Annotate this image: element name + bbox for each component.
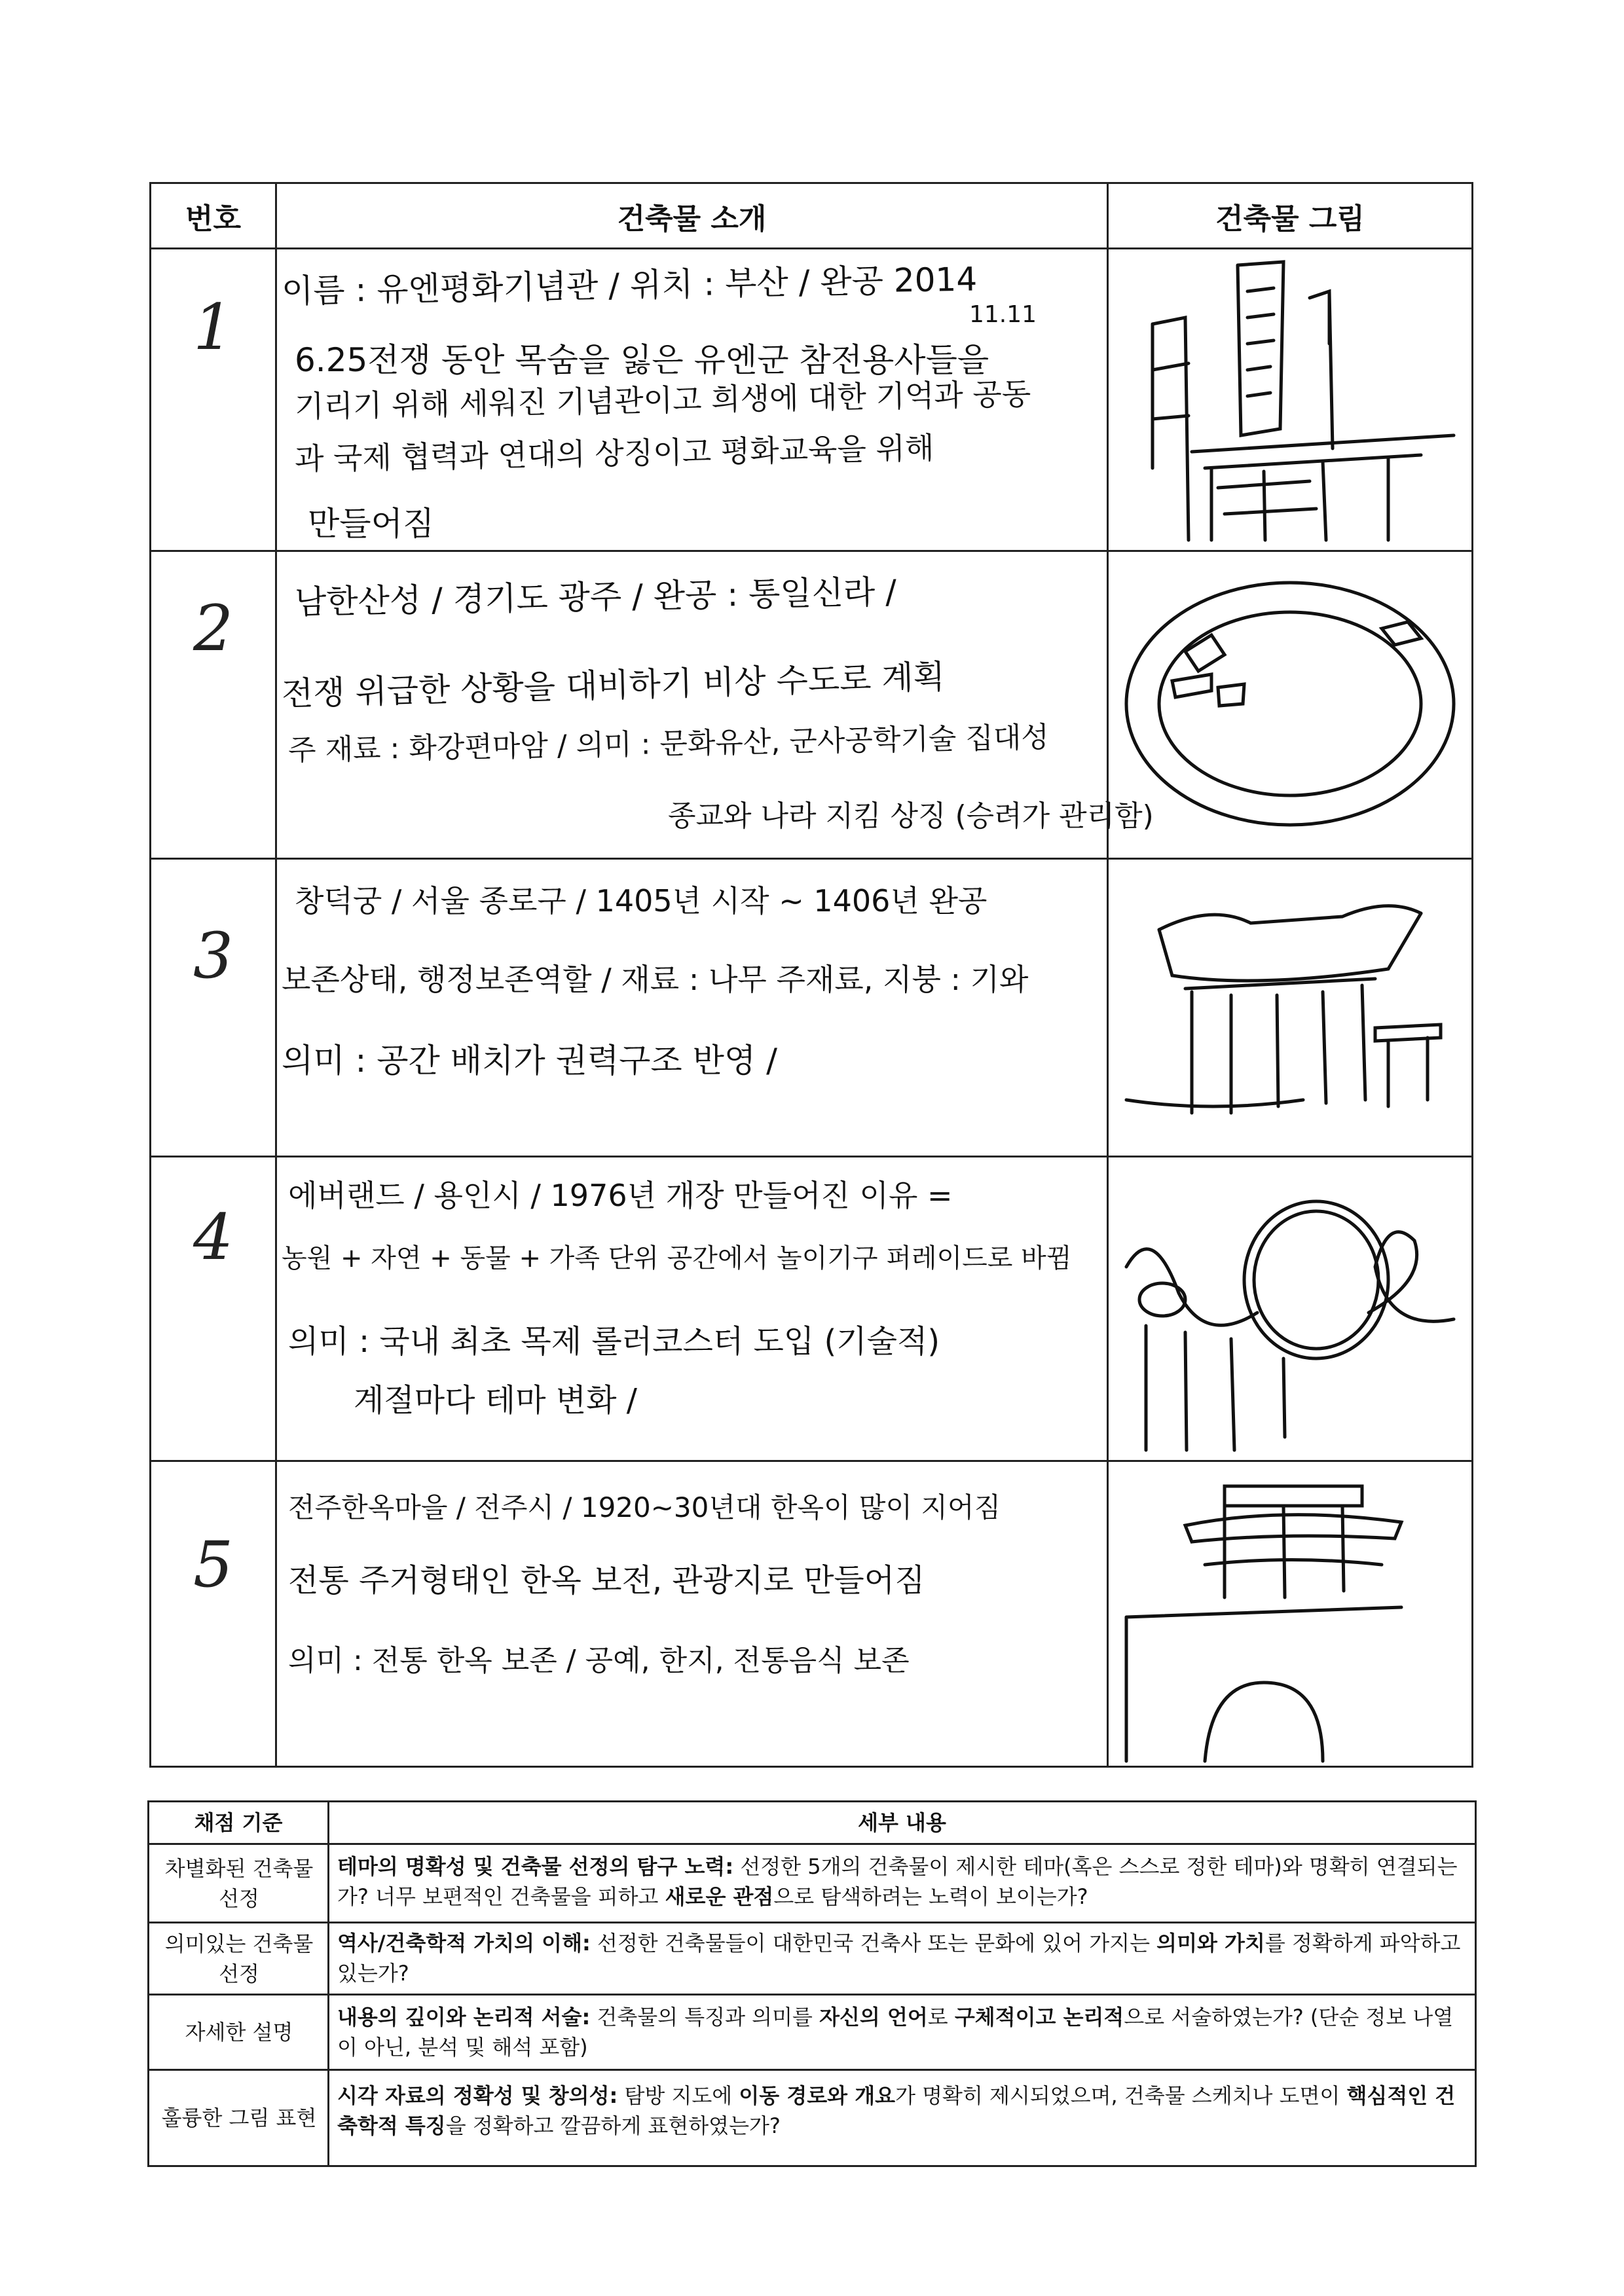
intro-line: 전통 주거형태인 한옥 보전, 관광지로 만들어짐: [288, 1562, 925, 1599]
divider: [147, 1922, 1477, 1923]
divider: [149, 858, 1473, 860]
rubric-header-criteria: 채점 기준: [194, 1810, 283, 1835]
rubric-criteria: 자세한 설명: [185, 2020, 293, 2045]
intro-line: 과 국제 협력과 연대의 상징이고 평화교육을 위해: [294, 429, 934, 477]
drawing-jeonju-hanok-sketch: [1113, 1467, 1467, 1764]
divider: [1107, 182, 1109, 1768]
divider: [275, 182, 277, 1768]
intro-line: 남한산성 / 경기도 광주 / 완공 : 통일신라 /: [294, 572, 897, 621]
detail-text: 로: [927, 2005, 955, 2030]
drawing-everland-sketch: [1113, 1162, 1467, 1457]
divider: [327, 1800, 329, 2167]
intro-line: 에버랜드 / 용인시 / 1976년 개장 만들어진 이유 =: [288, 1178, 953, 1213]
detail-text: 으로 탐색하려는 노력이 보이는가?: [773, 1884, 1088, 1909]
row-number: 1: [193, 291, 234, 364]
detail-bold: 의미와 가치: [1156, 1931, 1265, 1956]
detail-bold: 자신의 언어: [819, 2005, 928, 2030]
detail-text: 으로 서술하였는가? (단순 정보 나열이 아닌, 분석 및 해석 포함): [337, 2005, 1454, 2060]
detail-text: 선정한 건축물들이 대한민국 건축사 또는 문화에 있어 가지는: [590, 1931, 1157, 1956]
drawing-namhansanseong-sketch: [1113, 556, 1467, 854]
detail-bold: 이동 경로와 개요: [739, 2083, 896, 2108]
detail-text: 선정한 5개의 건축물이 제시한 테마(혹은 스스로 정한 테마)와 명확히 연결되는가? 너무 보편적인 건축물을 피하고: [337, 1854, 1458, 1909]
header-drawing: 건축물 그림: [1215, 202, 1365, 236]
intro-line: 기리기 위해 세워진 기념관이고 희생에 대한 기억과 공동: [294, 376, 1031, 424]
intro-line: 만들어짐: [308, 505, 435, 543]
intro-line: 의미 : 전통 한옥 보존 / 공예, 한지, 전통음식 보존: [288, 1644, 910, 1677]
intro-line: 11.11: [969, 301, 1037, 328]
rubric-criteria: 차별화된 건축물 선정: [164, 1855, 314, 1911]
rubric-criteria: 의미있는 건축물 선정: [164, 1931, 314, 1986]
intro-line: 6.25전쟁 동안 목숨을 잃은 유엔군 참전용사들을: [295, 341, 989, 379]
drawing-un-memorial-sketch: [1113, 252, 1467, 547]
divider: [149, 1460, 1473, 1462]
intro-line: 의미 : 국내 최초 목제 롤러코스터 도입 (기술적): [288, 1323, 940, 1360]
detail-bold: 구체적이고 논리적: [954, 2005, 1124, 2030]
divider: [149, 550, 1473, 552]
row-number: 2: [193, 592, 234, 665]
intro-line: 전주한옥마을 / 전주시 / 1920~30년대 한옥이 많이 지어짐: [288, 1491, 1001, 1523]
intro-line: 주 재료 : 화강편마암 / 의미 : 문화유산, 군사공학기술 집대성: [287, 720, 1050, 767]
intro-line: 계절마다 테마 변화 /: [354, 1382, 637, 1419]
detail-text: 를 정확하게 파악하고 있는가?: [337, 1931, 1461, 1986]
divider: [149, 1156, 1473, 1157]
detail-bold: 내용의 깊이와 논리적 서술:: [337, 2005, 591, 2030]
detail-bold: 핵심적인 건축학적 특징: [337, 2083, 1456, 2138]
intro-line: 보존상태, 행정보존역할 / 재료 : 나무 주재료, 지붕 : 기와: [282, 962, 1029, 997]
intro-line: 의미 : 공간 배치가 권력구조 반영 /: [282, 1042, 777, 1080]
detail-text: 탐방 지도에: [618, 2083, 739, 2108]
rubric-detail: [337, 1851, 1467, 1912]
header-intro: 건축물 소개: [617, 202, 767, 236]
divider: [149, 247, 1473, 249]
divider: [147, 1843, 1477, 1845]
row-number: 4: [193, 1201, 234, 1274]
detail-text: 건축물의 특징과 의미를: [590, 2005, 820, 2030]
rubric-detail: [337, 1928, 1467, 1988]
intro-line: 종교와 나라 지킴 상징 (승려가 관리함): [668, 799, 1154, 833]
intro-line: 이름 : 유엔평화기념관 / 위치 : 부산 / 완공 2014: [281, 260, 978, 310]
rubric-detail: [337, 2081, 1467, 2141]
row-number: 5: [193, 1528, 234, 1601]
divider: [147, 2069, 1477, 2071]
rubric-criteria: 훌륭한 그림 표현: [161, 2105, 317, 2130]
rubric-detail: [337, 2002, 1467, 2062]
intro-line: 전쟁 위급한 상황을 대비하기 비상 수도로 계획: [281, 657, 946, 713]
intro-line: 농원 + 자연 + 동물 + 가족 단위 공간에서 놀이기구 퍼레이드로 바뀜: [282, 1243, 1072, 1273]
intro-line: 창덕궁 / 서울 종로구 / 1405년 시작 ~ 1406년 완공: [295, 883, 987, 919]
detail-bold: 테마의 명확성 및 건축물 선정의 탐구 노력:: [337, 1854, 734, 1879]
detail-text: 가 명확히 제시되었으며, 건축물 스케치나 도면이: [895, 2083, 1347, 2108]
row-number: 3: [193, 919, 234, 993]
detail-bold: 시각 자료의 정확성 및 창의성:: [337, 2083, 618, 2108]
drawing-changdeokgung-sketch: [1113, 864, 1467, 1152]
detail-text: 을 정확하고 깔끔하게 표현하였는가?: [445, 2113, 781, 2138]
detail-bold: 새로운 관점: [665, 1884, 774, 1909]
detail-bold: 역사/건축학적 가치의 이해:: [337, 1931, 591, 1956]
divider: [147, 1994, 1477, 1995]
rubric-header-detail: 세부 내용: [858, 1810, 946, 1835]
header-number: 번호: [185, 202, 241, 236]
